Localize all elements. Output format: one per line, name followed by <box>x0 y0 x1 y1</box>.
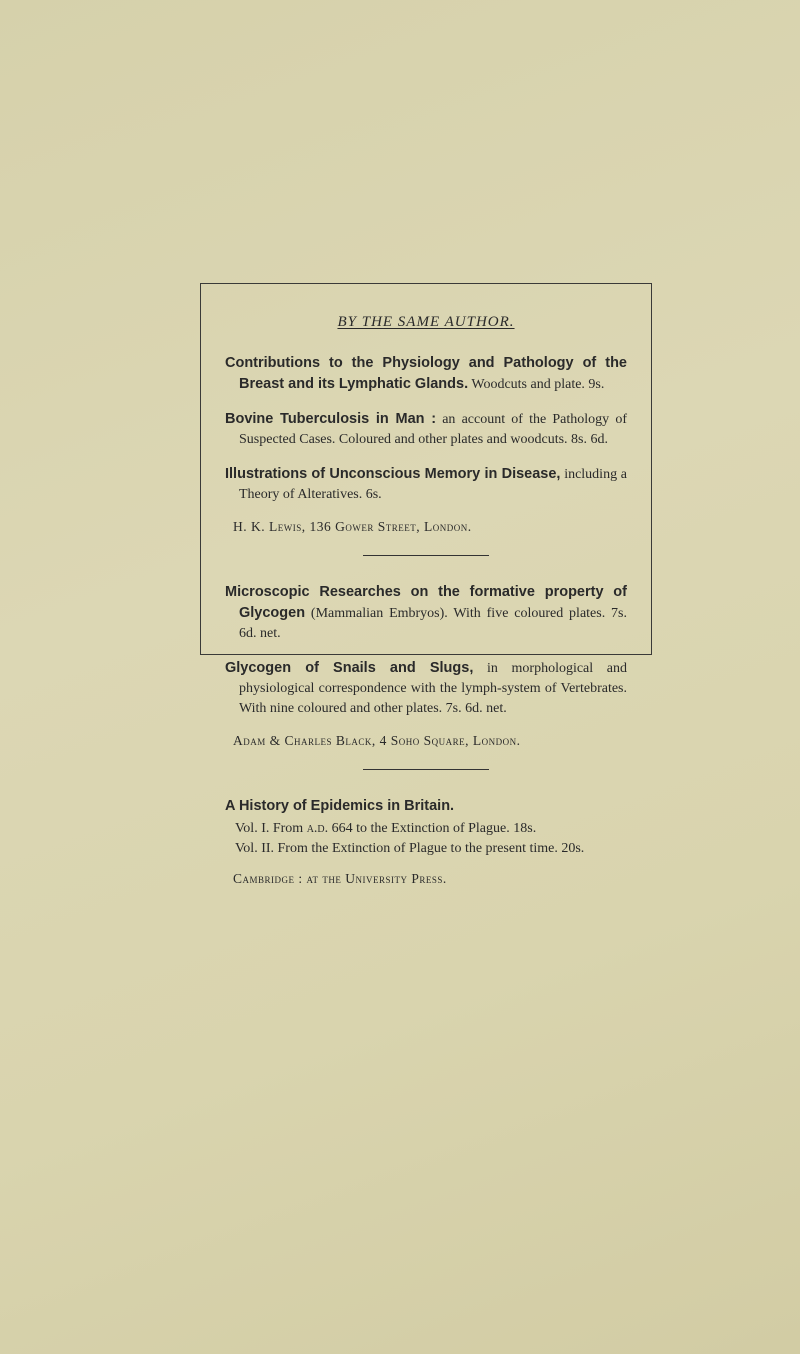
book-title: Contributions to the Physiology and Pathology of the Breast and its Lymphatic Glands. <box>225 355 627 392</box>
book-title: Illustrations of Unconscious Memory in Disease, <box>225 466 561 482</box>
divider-rule <box>363 555 489 556</box>
page-header: BY THE SAME AUTHOR. <box>337 314 515 330</box>
book-entry-illustrations <box>225 464 627 505</box>
publisher-imprint: Adam & Charles Black, 4 Soho Square, London. <box>233 733 521 748</box>
book-title: Bovine Tuberculosis in Man : <box>225 411 437 427</box>
volume-era: a.d. <box>306 821 329 836</box>
book-description: in morphological and physiological correspondence with the lymph-system of Vertebrates. With nine coloured and other plates. 7s. 6d. net. <box>239 661 627 716</box>
volume-two: Vol. II. From the Extinction of Plague to the present time. 20s. <box>235 841 585 856</box>
section-lewis <box>225 353 627 535</box>
advertisement-box <box>200 283 652 886</box>
book-description: (Mammalian Embryos). With five coloured plates. 7s. 6d. net. <box>239 606 627 641</box>
book-entry-epidemics <box>225 796 627 817</box>
section-cambridge <box>225 796 627 887</box>
publisher-imprint: Cambridge : at the University Press. <box>233 871 447 886</box>
book-entry-breast <box>225 353 627 395</box>
publisher-imprint: H. K. Lewis, 136 Gower Street, London. <box>233 519 472 534</box>
section-black <box>225 582 627 749</box>
book-description: Woodcuts and plate. 9s. <box>471 377 605 392</box>
volume-one <box>225 819 627 839</box>
book-entry-microscopic <box>225 582 627 644</box>
book-title: A History of Epidemics in Britain. <box>225 798 455 814</box>
book-title: Microscopic Researches on the formative property of Glycogen <box>225 584 627 621</box>
divider-rule <box>363 769 489 770</box>
book-description: an account of the Pathology of Suspected Cases. Coloured and other plates and woodcuts. 8s. 6d. <box>239 412 628 447</box>
volume-text: 664 to the Extinction of Plague. 18s. <box>331 821 537 836</box>
book-entry-bovine <box>225 409 627 450</box>
book-title: Glycogen of Snails and Slugs, <box>225 660 474 676</box>
book-description: including a Theory of Alteratives. 6s. <box>239 467 627 502</box>
book-entry-snails <box>225 658 627 719</box>
volume-text: Vol. I. From <box>235 821 304 836</box>
